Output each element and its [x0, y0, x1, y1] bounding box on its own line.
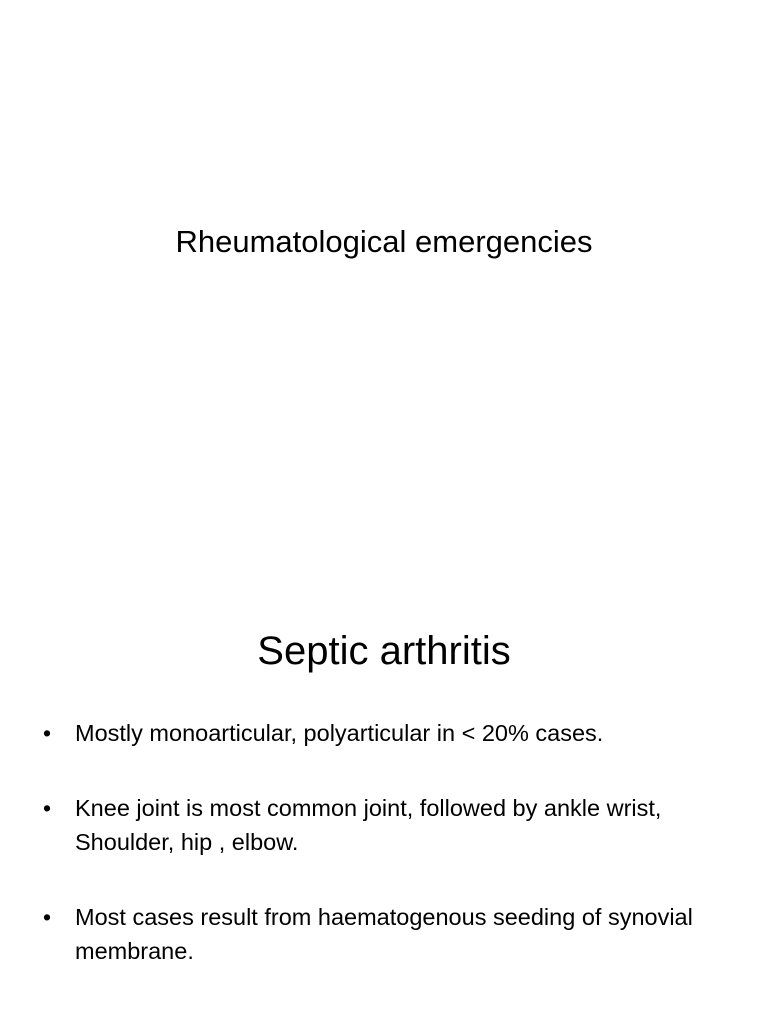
slide-2: [0, 576, 768, 1024]
slide-title: Rheumatological emergencies: [175, 224, 593, 259]
slide-title: Septic arthritis: [257, 629, 511, 673]
bullet-text: Knee joint is most common joint, followed by ankle wrist, Shoulder, hip , elbow.: [75, 795, 662, 855]
bullet-text: Most cases result from haematogenous seeding of synovial membrane.: [75, 904, 693, 964]
bullet-icon: •: [43, 720, 52, 746]
bullet-text: Mostly monoarticular, polyarticular in < 20% cases.: [75, 720, 604, 746]
bullet-icon: •: [43, 795, 52, 821]
bullet-item: [0, 900, 768, 968]
bullet-list: [0, 716, 768, 1009]
bullet-icon: •: [43, 904, 52, 930]
bullet-item: [0, 791, 768, 859]
bullet-item: [0, 716, 768, 750]
